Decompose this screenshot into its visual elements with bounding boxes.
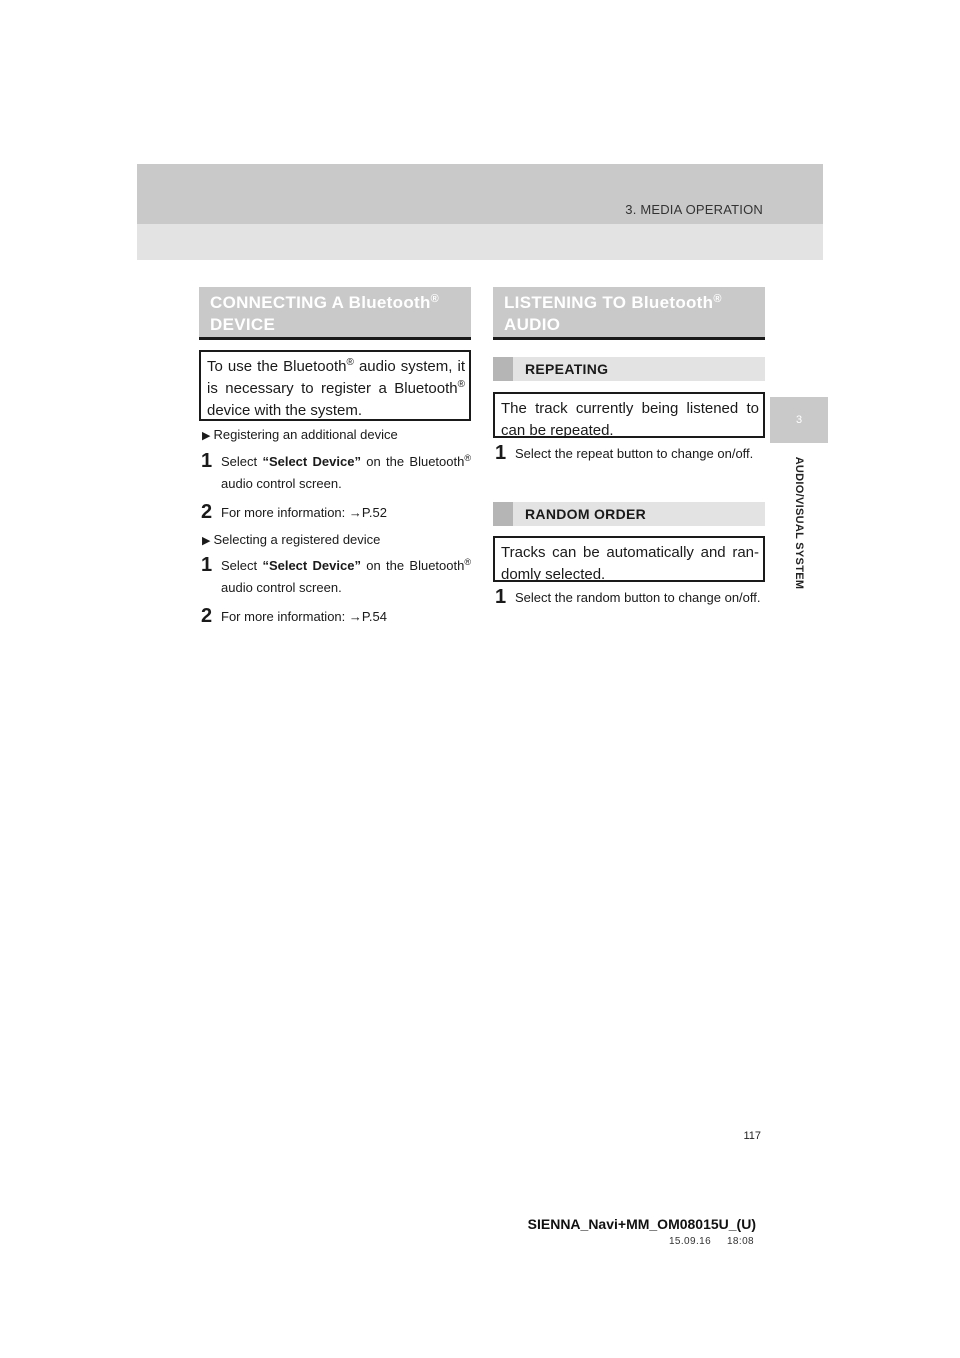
step-number: 1 [495, 586, 507, 608]
step-select-device-2: 1 Select “Select Device” on the Bluetooth® audio control screen. [201, 554, 471, 595]
step-random-button: 1 Select the random button to change on/off. [495, 586, 761, 608]
subheading-random-order: RANDOM ORDER [493, 502, 765, 526]
info-box-connecting: To use the Bluetooth® audio system, it is necessary to register a Bluetooth® device with the system. [199, 350, 471, 421]
step-number: 1 [201, 450, 213, 472]
chapter-label: AUDIO/VISUAL SYSTEM [793, 456, 805, 590]
step-select-device-1: 1 Select “Select Device” on the Bluetooth® audio control screen. [201, 450, 471, 491]
triangle-right-icon: ▶ [202, 430, 211, 442]
step-more-info-1: 2 For more information: →P.52 [201, 501, 387, 523]
document-date: 15.09.16 18:08 [668, 1236, 754, 1247]
chapter-number: 3 [795, 414, 803, 426]
info-box-random-order: Tracks can be automatically and ran-domly selected. [493, 536, 765, 582]
bullet-registering: ▶ Registering an additional device [202, 427, 398, 442]
triangle-right-icon: ▶ [202, 535, 211, 547]
subheading-marker [493, 502, 513, 526]
subheading-repeating: REPEATING [493, 357, 765, 381]
page-number: 117 [743, 1130, 761, 1142]
step-repeat-button: 1 Select the repeat button to change on/off. [495, 442, 754, 464]
document-id: SIENNA_Navi+MM_OM08015U_(U) [527, 1216, 756, 1232]
section-title: 3. MEDIA OPERATION [625, 202, 763, 217]
info-box-repeating: The track currently being listened to can be repeated. [493, 392, 765, 438]
header-band [137, 164, 823, 224]
subheading-marker [493, 357, 513, 381]
step-number: 1 [201, 554, 213, 576]
step-number: 1 [495, 442, 507, 464]
step-number: 2 [201, 501, 213, 523]
section-heading-connecting: CONNECTING A Bluetooth® DEVICE [199, 287, 471, 340]
section-heading-listening: LISTENING TO Bluetooth® AUDIO [493, 287, 765, 340]
chapter-tab[interactable] [770, 397, 828, 443]
bullet-selecting: ▶ Selecting a registered device [202, 532, 381, 547]
step-more-info-2: 2 For more information: →P.54 [201, 605, 387, 627]
step-number: 2 [201, 605, 213, 627]
header-subband [137, 224, 823, 260]
